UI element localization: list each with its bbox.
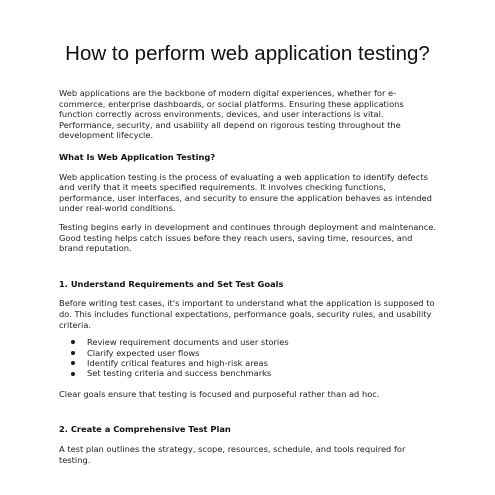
intro-paragraph: Web applications are the backbone of modern digital experiences, whether for e-commerce, enterprise dashboards, or social platforms. Ensuring these applications function correctly across environments, devices, and user interactions is vital. Performance, security, and usability all depend on rigorous testing throughout the development lifecycle.: [59, 88, 404, 141]
document-body: [59, 88, 439, 465]
list-item: Identify critical features and high-risk areas: [87, 358, 439, 368]
section-2-paragraph: A test plan outlines the strategy, scope, resources, schedule, and tools required for testing.: [59, 443, 406, 465]
list-item: Clarify expected user flows: [87, 348, 439, 358]
section-1-paragraph: Before writing test cases, it's important to understand what the application is supposed to do. This includes functional expectations, performance goals, security rules, and usability criteria.: [59, 298, 435, 330]
what-paragraph-2: Testing begins early in development and continues through deployment and maintenance. Good testing helps catch issues before they reach users, saving time, resources, and brand reputation.: [59, 221, 437, 254]
section-1-closing: Clear goals ensure that testing is focused and purposeful rather than ad hoc.: [59, 388, 380, 399]
section-heading-1: 1. Understand Requirements and Set Test Goals: [59, 278, 284, 289]
section-heading-2: 2. Create a Comprehensive Test Plan: [59, 424, 231, 435]
list-item: Set testing criteria and success benchmarks: [87, 368, 439, 378]
what-paragraph-1: Web application testing is the process of evaluating a web application to identify defects and verify that it meets specified requirements. It involves checking functions, performance, user interfaces, and security to ensure the application behaves as intended under real-world conditions.: [59, 171, 432, 214]
section-heading-what: What Is Web Application Testing?: [59, 151, 216, 162]
page-title: How to perform web application testing?: [65, 42, 430, 65]
list-item: Review requirement documents and user stories: [87, 337, 439, 347]
requirements-list: [59, 337, 439, 379]
